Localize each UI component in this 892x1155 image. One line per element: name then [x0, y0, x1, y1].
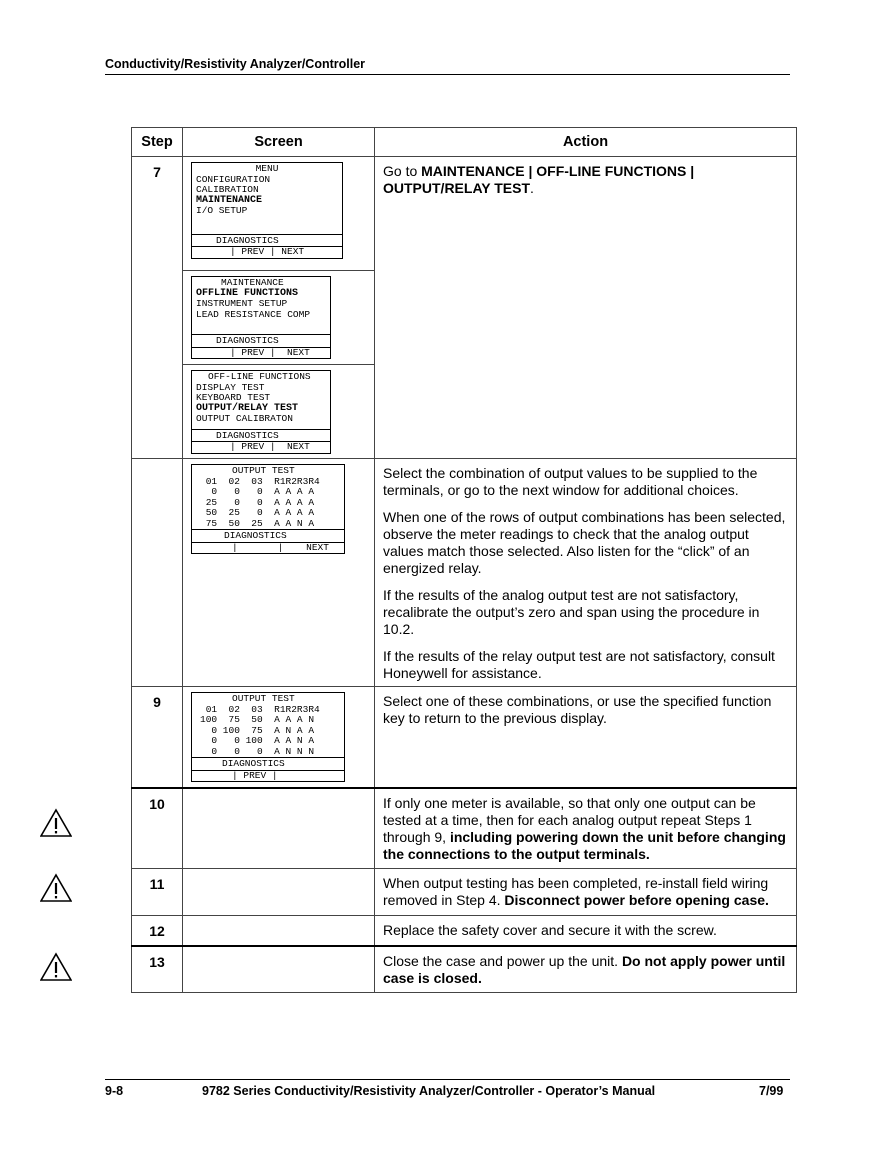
col-header-action: Action	[375, 128, 797, 157]
warning-icon	[40, 808, 72, 838]
action-text: Go to	[383, 163, 422, 179]
action-text: Close the case and power up the unit.	[383, 952, 622, 969]
screen-cell	[183, 271, 375, 365]
lcd-output-test-screen-2	[191, 692, 345, 782]
action-cell	[375, 157, 797, 459]
lcd-line: 01 02 03 R1R2R3R4	[200, 703, 320, 715]
action-text: If only one meter is available, so that only one output can be tested at a time, then for each analog output repeat Steps 1 through 9,	[383, 794, 756, 845]
action-text: Select the combination of output values to be supplied to the terminals, or go to the next window for additional choices.	[383, 465, 758, 498]
action-text: If the results of the analog output test are not satisfactory, recalibrate the output’s zero and span using the procedure in 10.2.	[383, 587, 760, 637]
step-number	[132, 459, 183, 687]
lcd-nav: | PREV | NEXT	[192, 347, 330, 359]
lcd-line: 0 0 100 A A N A	[200, 735, 315, 746]
action-text-bold: Disconnect power before opening case.	[504, 892, 769, 908]
lcd-maintenance-screen	[191, 276, 331, 359]
screen-cell	[183, 459, 375, 687]
lcd-offline-screen	[191, 370, 331, 454]
header-rule	[105, 74, 790, 75]
lcd-line: KEYBOARD TEST	[196, 392, 271, 403]
lcd-line: LEAD RESISTANCE COMP	[196, 308, 311, 320]
lcd-diagnostics: DIAGNOSTICS	[192, 429, 330, 442]
screen-cell	[183, 687, 375, 788]
screen-cell	[183, 916, 375, 946]
lcd-title: OUTPUT TEST	[232, 693, 295, 704]
action-text-bold: Do not apply power until case is closed.	[383, 952, 786, 986]
action-cell	[375, 788, 797, 869]
col-header-step: Step	[132, 128, 183, 157]
table-row	[132, 459, 797, 687]
action-cell	[375, 946, 797, 993]
lcd-nav: | PREV | NEXT	[192, 441, 330, 453]
lcd-line: CONFIGURATION	[196, 173, 271, 185]
warning-icon	[40, 873, 72, 903]
action-cell	[375, 459, 797, 687]
lcd-line: 01 02 03 R1R2R3R4	[200, 475, 320, 487]
page-header: Conductivity/Resistivity Analyzer/Controller	[105, 57, 366, 71]
lcd-line: 25 0 0 A A A A	[200, 496, 315, 508]
screen-cell	[183, 157, 375, 271]
table-row	[132, 687, 797, 788]
lcd-line-selected: OUTPUT/RELAY TEST	[196, 402, 299, 414]
lcd-diagnostics: DIAGNOSTICS	[192, 757, 344, 770]
lcd-diagnostics: DIAGNOSTICS	[192, 234, 342, 247]
action-text-bold: including powering down the unit before changing the connections to the output terminals.	[383, 828, 786, 862]
warning-icon	[40, 952, 72, 982]
action-text: If the results of the relay output test are not satisfactory, consult Honeywell for assistance.	[383, 648, 775, 681]
lcd-output-test-screen	[191, 464, 345, 554]
step-number: 11	[132, 869, 183, 916]
step-number: 7	[132, 157, 183, 459]
lcd-nav: | | NEXT	[192, 542, 344, 554]
lcd-line: 50 25 0 A A A A	[200, 507, 315, 518]
lcd-line: DISPLAY TEST	[196, 381, 265, 393]
table-row	[132, 788, 797, 869]
screen-cell	[183, 365, 375, 459]
lcd-line: 0 0 0 A N N N	[200, 745, 315, 757]
action-text-bold: MAINTENANCE | OFF-LINE FUNCTIONS | OUTPUT/RELAY TEST	[383, 163, 695, 196]
table-row	[132, 157, 797, 271]
action-text: .	[530, 180, 534, 196]
lcd-title: OFF-LINE FUNCTIONS	[208, 371, 311, 382]
action-cell	[375, 869, 797, 916]
lcd-line-selected: OFFLINE FUNCTIONS	[196, 287, 299, 299]
action-text: When output testing has been completed, re-install field wiring removed in Step 4.	[383, 875, 769, 908]
lcd-diagnostics: DIAGNOSTICS	[192, 529, 344, 542]
table-row	[132, 946, 797, 993]
footer-date: 7/99	[759, 1084, 784, 1098]
step-number: 9	[132, 687, 183, 788]
step-number: 12	[132, 916, 183, 946]
action-text: When one of the rows of output combinations has been selected, observe the meter readings to check that the analog output values match those selected. Also listen for the “click” of an energized relay.	[383, 509, 786, 576]
table-header-row	[132, 128, 797, 157]
lcd-diagnostics: DIAGNOSTICS	[192, 334, 330, 347]
lcd-line-selected: MAINTENANCE	[196, 194, 263, 206]
lcd-line: 75 50 25 A A N A	[200, 517, 315, 529]
lcd-title: OUTPUT TEST	[232, 465, 295, 476]
footer-rule	[105, 1079, 790, 1080]
screen-cell	[183, 788, 375, 869]
lcd-title: MAINTENANCE	[221, 277, 284, 288]
lcd-line: OUTPUT CALIBRATON	[196, 413, 293, 424]
footer-title: 9782 Series Conductivity/Resistivity Analyzer/Controller - Operator’s Manual	[202, 1084, 656, 1098]
lcd-menu-screen	[191, 162, 343, 259]
procedure-table	[131, 127, 797, 993]
col-header-screen: Screen	[183, 128, 375, 157]
step-number: 10	[132, 788, 183, 869]
screen-cell	[183, 946, 375, 993]
action-cell: Select one of these combinations, or use the specified function key to return to the previous display.	[375, 687, 797, 788]
lcd-line: INSTRUMENT SETUP	[196, 298, 288, 309]
lcd-line: 0 0 0 A A A A	[200, 486, 315, 497]
action-cell: Replace the safety cover and secure it with the screw.	[375, 916, 797, 946]
table-row	[132, 916, 797, 946]
lcd-line: CALIBRATION	[196, 184, 259, 195]
lcd-line: I/O SETUP	[196, 205, 248, 216]
lcd-nav: | PREV |	[192, 770, 344, 782]
lcd-line: 0 100 75 A N A A	[200, 724, 315, 736]
step-number: 13	[132, 946, 183, 993]
table-row	[132, 869, 797, 916]
lcd-title: MENU	[255, 163, 279, 174]
lcd-line: 100 75 50 A A A N	[200, 714, 315, 725]
lcd-nav: | PREV | NEXT	[192, 246, 342, 258]
screen-cell	[183, 869, 375, 916]
footer-page-number: 9-8	[105, 1084, 124, 1098]
